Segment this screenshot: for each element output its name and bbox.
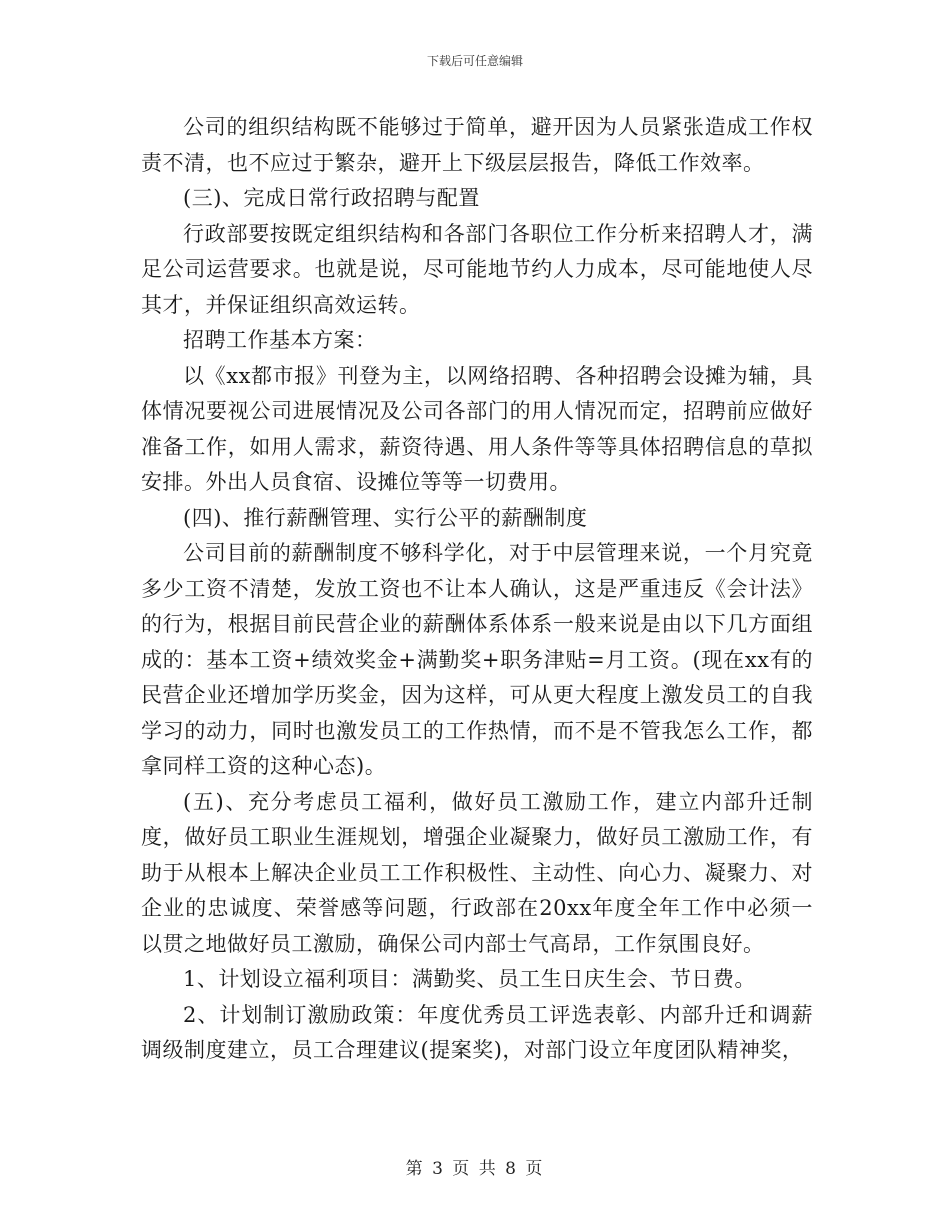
paragraph: 以《xx都市报》刊登为主，以网络招聘、各种招聘会设摊为辅，具体情况要视公司进展情况及公司各部门的用人情况而定，招聘前应做好准备工作，如用人需求，薪资待遇、用人条件等等具体招聘信息的草拟安排。外出人员食宿、设摊位等等一切费用。 [141, 363, 813, 494]
document-body [141, 110, 813, 1069]
paragraph: 行政部要按既定组织结构和各部门各职位工作分析来招聘人才，满足公司运营要求。也就是说，尽可能地节约人力成本，尽可能地使人尽其才，并保证组织高效运转。 [141, 221, 813, 317]
page-footer: 第 3 页 共 8 页 [405, 1159, 545, 1179]
subheading: 招聘工作基本方案： [183, 328, 377, 352]
section-heading: (四)、推行薪酬管理、实行公平的薪酬制度 [183, 505, 588, 530]
list-item: 2、计划制订激励政策：年度优秀员工评选表彰、内部升迁和调薪调级制度建立，员工合理建议(提案奖)，对部门设立年度团队精神奖， [141, 1002, 813, 1062]
paragraph: (五)、充分考虑员工福利，做好员工激励工作，建立内部升迁制度，做好员工职业生涯规划，增强企业凝聚力，做好员工激励工作，有助于从根本上解决企业员工工作积极性、主动性、向心力、凝聚力、对企业的忠诚度、荣誉感等问题，行政部在20xx年度全年工作中必须一以贯之地做好员工激励，确保公司内部士气高昂，工作氛围良好。 [141, 789, 813, 956]
paragraph: 公司的组织结构既不能够过于简单，避开因为人员紧张造成工作权责不清，也不应过于繁杂，避开上下级层层报告，降低工作效率。 [141, 115, 813, 175]
page-header: 下载后可任意编辑 [426, 54, 523, 68]
list-item: 1、计划设立福利项目：满勤奖、员工生日庆生会、节日费。 [183, 967, 756, 991]
paragraph: 公司目前的薪酬制度不够科学化，对于中层管理来说，一个月究竟多少工资不清楚，发放工资也不让本人确认，这是严重违反《会计法》的行为，根据目前民营企业的薪酬体系体系一般来说是由以下几方面组成的：基本工资+绩效奖金+满勤奖+职务津贴=月工资。(现在xx有的民营企业还增加学历奖金，因为这样，可从更大程度上激发员工的自我学习的动力，同时也激发员工的工作热情，而不是不管我怎么工作，都拿同样工资的这种心态)。 [141, 541, 813, 778]
section-heading: (三)、完成日常行政招聘与配置 [183, 186, 480, 210]
